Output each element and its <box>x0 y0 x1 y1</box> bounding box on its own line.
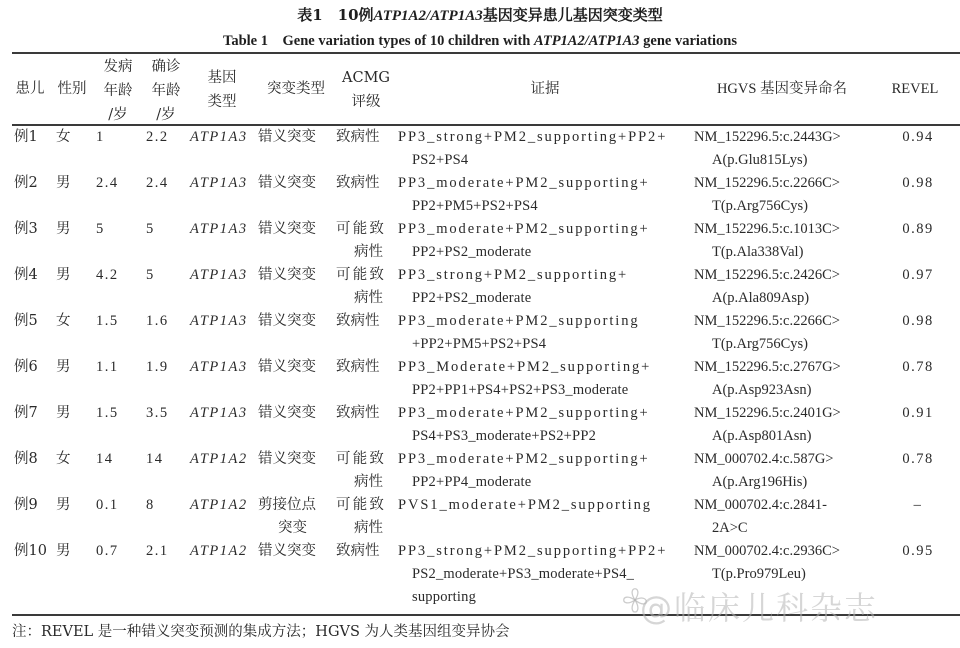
cell-sex: 男 <box>56 405 71 421</box>
cell-diag: 2.1 <box>146 543 169 559</box>
cell-sex: 女 <box>56 313 71 329</box>
cell-onset: 4.2 <box>96 267 119 283</box>
cell-evidence: PS2+PS4 <box>412 152 469 168</box>
cell-acmg: 可能致 <box>336 221 387 237</box>
header-revel: REVEL <box>891 81 939 97</box>
cell-onset: 2.4 <box>96 175 119 191</box>
cell-patient: 例9 <box>14 497 38 513</box>
cell-revel: 0.91 <box>902 405 934 421</box>
cell-gene: ATP1A3 <box>190 313 248 329</box>
header-onset-line1: 发病 <box>103 59 133 75</box>
cell-gene: ATP1A3 <box>190 359 248 375</box>
cell-acmg: 致病性 <box>336 359 380 375</box>
cell-mutation-type: 突变 <box>278 520 307 536</box>
title-cn-prefix: 表1 10例 <box>297 6 374 24</box>
cell-evidence: PP2+PM5+PS2+PS4 <box>412 198 538 214</box>
cell-acmg: 致病性 <box>336 543 380 559</box>
cell-gene: ATP1A3 <box>190 267 248 283</box>
cell-patient: 例7 <box>14 405 38 421</box>
header-onset-age <box>96 55 140 127</box>
cell-hgvs: NM_000702.4:c.2841- <box>694 497 827 513</box>
cell-sex: 女 <box>56 451 71 467</box>
header-evidence: 证据 <box>530 81 560 97</box>
cell-patient: 例5 <box>14 313 38 329</box>
cell-hgvs: NM_152296.5:c.2443G> <box>694 129 841 145</box>
cell-acmg: 致病性 <box>336 175 380 191</box>
header-diag-line2: 年龄 <box>151 83 181 99</box>
cell-gene: ATP1A3 <box>190 405 248 421</box>
cell-revel: – <box>913 497 923 513</box>
cell-hgvs: NM_152296.5:c.2266C> <box>694 313 840 329</box>
cell-patient: 例8 <box>14 451 38 467</box>
header-sex: 性别 <box>57 81 87 97</box>
header-gene-type <box>200 66 244 114</box>
cell-onset: 5 <box>96 221 105 237</box>
cell-patient: 例3 <box>14 221 38 237</box>
cell-evidence: +PP2+PM5+PS2+PS4 <box>412 336 547 352</box>
header-onset-line2: 年龄 <box>103 83 133 99</box>
cell-acmg: 病性 <box>354 244 383 260</box>
header-diag-age <box>144 55 188 127</box>
cell-onset: 1.5 <box>96 405 119 421</box>
cell-evidence: PP2+PS2_moderate <box>412 290 532 306</box>
cell-sex: 女 <box>56 129 71 145</box>
cell-hgvs: NM_152296.5:c.1013C> <box>694 221 840 237</box>
cell-hgvs: A(p.Glu815Lys) <box>712 152 808 168</box>
cell-mutation-type: 错义突变 <box>258 313 316 329</box>
cell-mutation-type: 错义突变 <box>258 267 316 283</box>
cell-hgvs: A(p.Asp801Asn) <box>712 428 812 444</box>
cell-mutation-type: 错义突变 <box>258 129 316 145</box>
cell-hgvs: T(p.Arg756Cys) <box>712 198 808 214</box>
cell-evidence: PP3_moderate+PM2_supporting+ <box>398 451 650 467</box>
cell-hgvs: NM_152296.5:c.2426C> <box>694 267 840 283</box>
cell-revel: 0.97 <box>902 267 934 283</box>
cell-evidence: PP3_Moderate+PM2_supporting+ <box>398 359 652 375</box>
cell-gene: ATP1A2 <box>190 497 248 513</box>
cell-onset: 14 <box>96 451 114 467</box>
cell-acmg: 病性 <box>354 290 383 306</box>
cell-diag: 5 <box>146 221 155 237</box>
cell-revel: 0.98 <box>902 313 934 329</box>
cell-mutation-type: 错义突变 <box>258 175 316 191</box>
cell-sex: 男 <box>56 497 71 513</box>
header-acmg-line2: 评级 <box>351 94 381 110</box>
top-rule <box>12 52 960 54</box>
cell-acmg: 病性 <box>354 474 383 490</box>
cell-acmg: 致病性 <box>336 129 380 145</box>
cell-diag: 14 <box>146 451 164 467</box>
cell-hgvs: NM_152296.5:c.2767G> <box>694 359 841 375</box>
header-onset-line3: /岁 <box>108 107 128 123</box>
cell-patient: 例1 <box>14 129 38 145</box>
header-hgvs: HGVS 基因变异命名 <box>716 81 848 97</box>
cell-gene: ATP1A2 <box>190 451 248 467</box>
cell-revel: 0.89 <box>902 221 934 237</box>
cell-gene: ATP1A3 <box>190 175 248 191</box>
cell-evidence: PP2+PS2_moderate <box>412 244 532 260</box>
cell-sex: 男 <box>56 359 71 375</box>
cell-sex: 男 <box>56 175 71 191</box>
cell-diag: 5 <box>146 267 155 283</box>
cell-mutation-type: 错义突变 <box>258 543 316 559</box>
cell-hgvs: NM_000702.4:c.587G> <box>694 451 834 467</box>
cell-hgvs: A(p.Ala809Asp) <box>712 290 810 306</box>
cell-evidence: PS4+PS3_moderate+PS2+PP2 <box>412 428 597 444</box>
cell-acmg: 病性 <box>354 520 383 536</box>
table-note: 注：REVEL 是一种错义突变预测的集成方法；HGVS 为人类基因组变异协会 <box>12 624 510 640</box>
cell-patient: 例10 <box>14 543 47 559</box>
cell-evidence: PP3_strong+PM2_supporting+ <box>398 267 629 283</box>
cell-diag: 1.9 <box>146 359 169 375</box>
cell-acmg: 可能致 <box>336 451 387 467</box>
cell-gene: ATP1A2 <box>190 543 248 559</box>
cell-revel: 0.78 <box>902 359 934 375</box>
cell-evidence: PVS1_moderate+PM2_supporting <box>398 497 652 513</box>
cell-mutation-type: 错义突变 <box>258 359 316 375</box>
cell-evidence: supporting <box>412 589 477 605</box>
header-diag-line1: 确诊 <box>151 59 181 75</box>
cell-diag: 3.5 <box>146 405 169 421</box>
cell-diag: 8 <box>146 497 155 513</box>
cell-diag: 2.4 <box>146 175 169 191</box>
cell-evidence: PP3_moderate+PM2_supporting <box>398 313 640 329</box>
cell-hgvs: T(p.Arg756Cys) <box>712 336 808 352</box>
cell-diag: 2.2 <box>146 129 169 145</box>
cell-mutation-type: 错义突变 <box>258 221 316 237</box>
header-mutation-type: 突变类型 <box>267 81 325 97</box>
cell-evidence: PP3_moderate+PM2_supporting+ <box>398 221 650 237</box>
header-gene-line1: 基因 <box>207 70 237 86</box>
cell-sex: 男 <box>56 221 71 237</box>
table-title-cn <box>0 4 960 25</box>
header-gene-line2: 类型 <box>207 94 237 110</box>
cell-evidence: PP2+PP4_moderate <box>412 474 532 490</box>
cell-hgvs: 2A>C <box>712 520 748 536</box>
cell-patient: 例4 <box>14 267 38 283</box>
cell-hgvs: NM_152296.5:c.2401G> <box>694 405 841 421</box>
cell-onset: 1.1 <box>96 359 119 375</box>
cell-hgvs: NM_152296.5:c.2266C> <box>694 175 840 191</box>
cell-revel: 0.95 <box>902 543 934 559</box>
cell-hgvs: T(p.Pro979Leu) <box>712 566 806 582</box>
table-title-en <box>0 29 960 50</box>
cell-revel: 0.94 <box>902 129 934 145</box>
cell-onset: 1 <box>96 129 105 145</box>
cell-hgvs: NM_000702.4:c.2936C> <box>694 543 840 559</box>
cell-revel: 0.78 <box>902 451 934 467</box>
cell-evidence: PP3_moderate+PM2_supporting+ <box>398 175 650 191</box>
cell-evidence: PP2+PP1+PS4+PS2+PS3_moderate <box>412 382 629 398</box>
title-cn-gene: ATP1A2/ATP1A3 <box>373 8 483 24</box>
header-acmg-line1: ACMG <box>342 70 390 86</box>
cell-patient: 例6 <box>14 359 38 375</box>
cell-acmg: 致病性 <box>336 405 380 421</box>
cell-sex: 男 <box>56 543 71 559</box>
cell-hgvs: T(p.Ala338Val) <box>712 244 804 260</box>
cell-evidence: PP3_moderate+PM2_supporting+ <box>398 405 650 421</box>
cell-mutation-type: 错义突变 <box>258 405 316 421</box>
cell-hgvs: A(p.Asp923Asn) <box>712 382 812 398</box>
header-acmg <box>335 66 397 114</box>
cell-evidence: PP3_strong+PM2_supporting+PP2+ <box>398 129 668 145</box>
cell-onset: 0.1 <box>96 497 119 513</box>
cell-acmg: 致病性 <box>336 313 380 329</box>
cell-gene: ATP1A3 <box>190 221 248 237</box>
cell-hgvs: A(p.Arg196His) <box>712 474 808 490</box>
cell-diag: 1.6 <box>146 313 169 329</box>
cell-patient: 例2 <box>14 175 38 191</box>
title-cn-suffix: 基因变异患儿基因突变类型 <box>482 6 663 24</box>
cell-mutation-type: 剪接位点 <box>258 497 316 513</box>
cell-acmg: 可能致 <box>336 497 387 513</box>
cell-evidence: PP3_strong+PM2_supporting+PP2+ <box>398 543 668 559</box>
watermark-text: @临床儿科杂志 <box>640 589 879 627</box>
header-diag-line3: /岁 <box>156 107 176 123</box>
cell-gene: ATP1A3 <box>190 129 248 145</box>
title-en-gene: ATP1A2/ATP1A3 <box>533 33 640 49</box>
cell-onset: 0.7 <box>96 543 119 559</box>
title-en-prefix: Table 1 Gene variation types of 10 children with <box>223 33 534 49</box>
title-en-suffix: gene variations <box>639 33 737 49</box>
cell-sex: 男 <box>56 267 71 283</box>
cell-revel: 0.98 <box>902 175 934 191</box>
cell-mutation-type: 错义突变 <box>258 451 316 467</box>
cell-evidence: PS2_moderate+PS3_moderate+PS4_ <box>412 566 635 582</box>
cell-onset: 1.5 <box>96 313 119 329</box>
cell-acmg: 可能致 <box>336 267 387 283</box>
header-patient: 患儿 <box>15 81 45 97</box>
